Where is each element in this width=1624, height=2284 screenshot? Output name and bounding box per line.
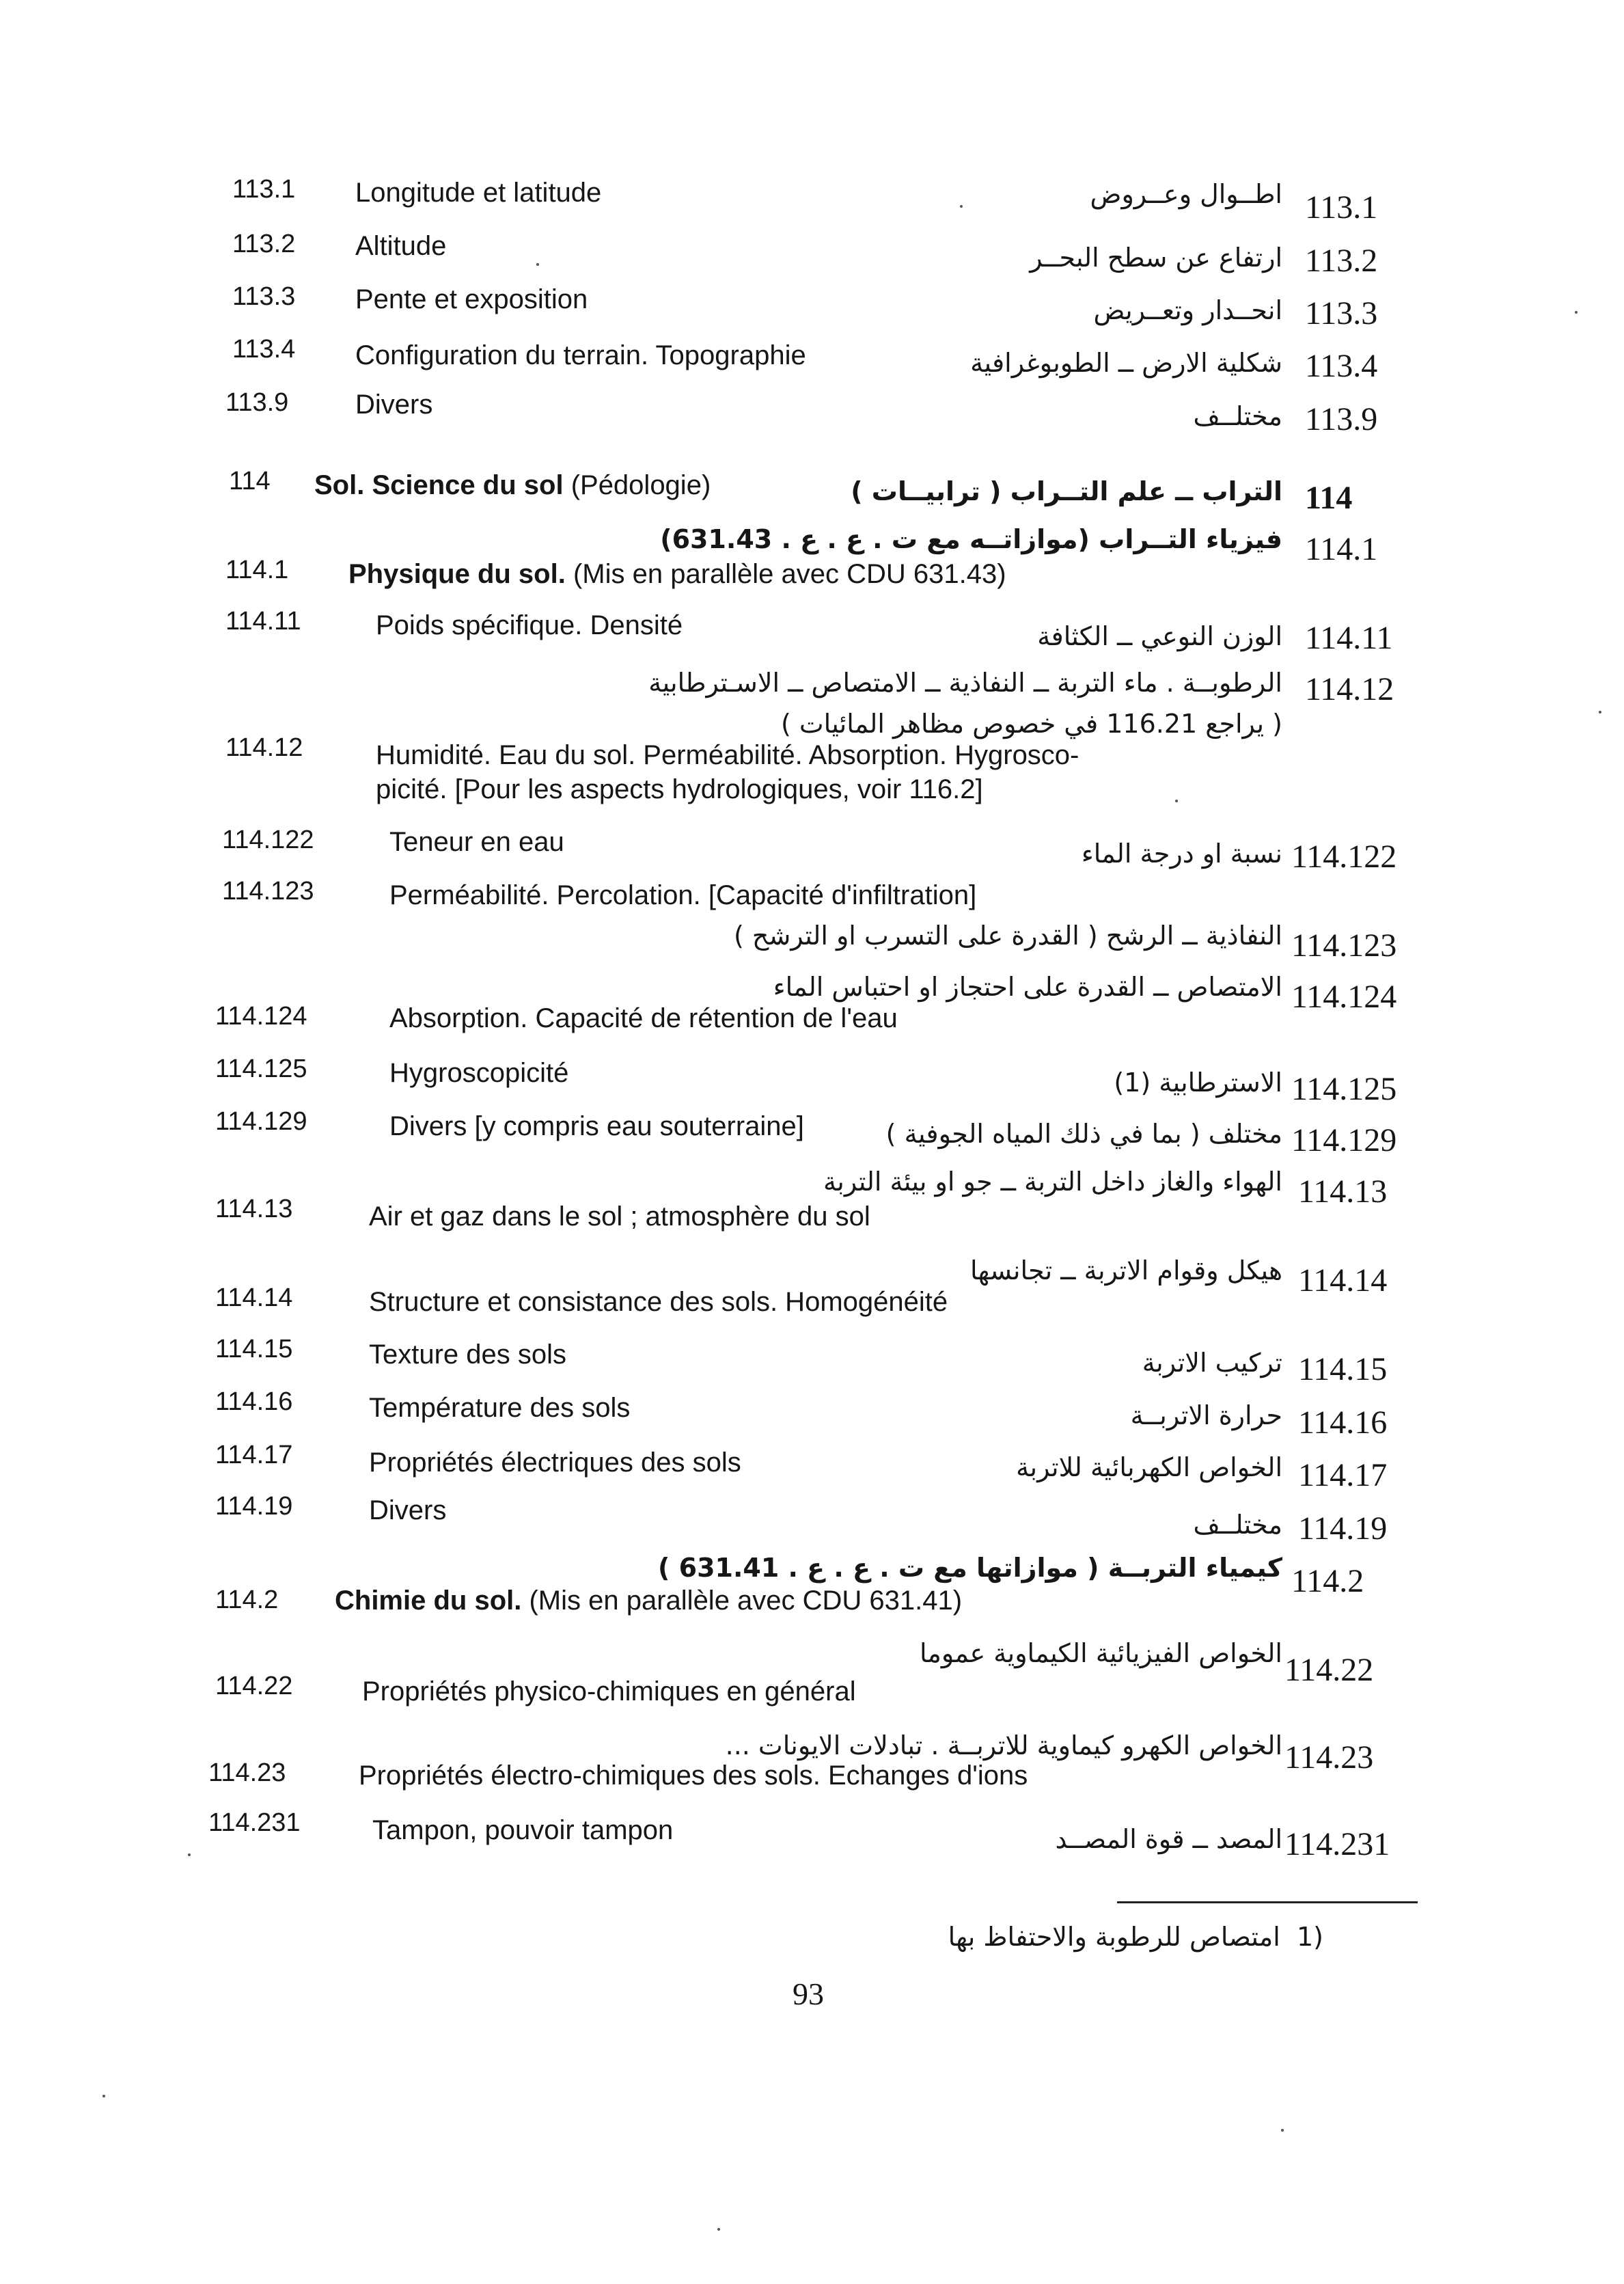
left-code: 114.12 bbox=[225, 733, 303, 762]
right-code: 113.4 bbox=[1305, 348, 1378, 384]
left-code: 113.9 bbox=[225, 388, 289, 417]
right-code: 114.14 bbox=[1298, 1262, 1388, 1299]
arabic-label: اطــوال وعــروض bbox=[1090, 179, 1282, 209]
left-code: 114.19 bbox=[215, 1492, 293, 1521]
right-code: 114.2 bbox=[1291, 1563, 1364, 1599]
right-code: 114.17 bbox=[1298, 1457, 1388, 1493]
left-code: 114.124 bbox=[215, 1002, 307, 1031]
french-label bbox=[348, 560, 1006, 588]
arabic-label: الهواء والغاز داخل التربة ــ جو او بيئة التربة bbox=[823, 1167, 1282, 1197]
arabic-label: هيكل وقوام الاتربة ــ تجانسها bbox=[969, 1255, 1282, 1286]
french-label: Teneur en eau bbox=[389, 827, 564, 857]
right-code: 114.19 bbox=[1298, 1510, 1388, 1547]
scan-speck bbox=[536, 263, 539, 266]
french-label: Poids spécifique. Densité bbox=[376, 610, 683, 640]
french-label: Divers bbox=[355, 390, 433, 420]
left-code: 113.1 bbox=[232, 175, 296, 204]
footnote-number: (1 bbox=[1296, 1922, 1323, 1952]
left-code: 114.122 bbox=[222, 826, 314, 854]
arabic-label: النفاذية ــ الرشح ( القدرة على التسرب او الترشح ) bbox=[734, 921, 1282, 951]
right-code: 114.22 bbox=[1284, 1652, 1374, 1688]
french-label bbox=[314, 472, 711, 499]
arabic-label: التراب ــ علم التــراب ( ترابيــات ) bbox=[851, 476, 1282, 506]
right-code: 114.1 bbox=[1305, 531, 1378, 567]
right-code: 114.124 bbox=[1291, 979, 1397, 1015]
right-code: 114.231 bbox=[1284, 1826, 1390, 1862]
french-label-bold: Sol. Science du sol bbox=[314, 470, 564, 500]
arabic-label: شكلية الارض ــ الطوبوغرافية bbox=[970, 348, 1282, 378]
arabic-label: مختلــف bbox=[1193, 1510, 1282, 1540]
french-label: Propriétés physico-chimiques en général bbox=[362, 1676, 856, 1707]
french-label-line2: picité. [Pour les aspects hydrologiques, voir 116.2] bbox=[376, 774, 983, 804]
arabic-label: فيزياء التــراب (موازاتــه مع ت . ع . ع . 631.43) bbox=[660, 524, 1282, 554]
page-number: 93 bbox=[793, 1976, 824, 2011]
right-code: 114.122 bbox=[1291, 839, 1397, 875]
arabic-label: الخواص الفيزيائية الكيماوية عموما bbox=[919, 1638, 1282, 1668]
french-label: Divers [y compris eau souterraine] bbox=[389, 1111, 804, 1141]
french-label: Air et gaz dans le sol ; atmosphère du sol bbox=[369, 1201, 870, 1232]
left-code: 113.3 bbox=[232, 282, 296, 311]
scan-speck bbox=[717, 2228, 720, 2231]
left-code: 113.4 bbox=[232, 335, 296, 364]
arabic-label: الرطوبــة . ماء التربة ــ النفاذية ــ الامتصاص ــ الاسـترطابية bbox=[648, 668, 1282, 698]
right-code: 113.2 bbox=[1305, 243, 1378, 279]
right-code: 114.11 bbox=[1305, 620, 1393, 656]
left-code: 114 bbox=[229, 467, 271, 495]
scan-speck bbox=[188, 1853, 191, 1856]
french-label-bold: Physique du sol. bbox=[348, 559, 566, 589]
left-code: 114.16 bbox=[215, 1387, 293, 1416]
french-label: Humidité. Eau du sol. Perméabilité. Absorption. Hygrosco- bbox=[376, 740, 1079, 770]
french-label: Configuration du terrain. Topographie bbox=[355, 340, 806, 370]
french-label: Altitude bbox=[355, 231, 447, 261]
scan-speck bbox=[1575, 311, 1578, 314]
left-code: 114.23 bbox=[208, 1758, 286, 1787]
left-code: 114.1 bbox=[225, 556, 289, 584]
left-code: 114.17 bbox=[215, 1441, 293, 1469]
footnote-text: امتصاص للرطوبة والاحتفاظ بها bbox=[948, 1922, 1280, 1952]
arabic-label: الامتصاص ــ القدرة على احتجاز او احتباس الماء bbox=[773, 972, 1282, 1002]
french-label: Propriétés électriques des sols bbox=[369, 1447, 741, 1478]
footnote bbox=[948, 1924, 1323, 1950]
french-label-rest: (Mis en parallèle avec CDU 631.43) bbox=[573, 559, 1006, 589]
arabic-label: مختلف ( بما في ذلك المياه الجوفية ) bbox=[885, 1119, 1282, 1149]
right-code: 113.3 bbox=[1305, 295, 1378, 331]
arabic-label: مختلــف bbox=[1193, 401, 1282, 431]
left-code: 114.123 bbox=[222, 877, 314, 906]
right-code: 114 bbox=[1305, 480, 1353, 516]
arabic-label: تركيب الاتربة bbox=[1142, 1348, 1282, 1378]
left-code: 114.14 bbox=[215, 1283, 293, 1312]
french-label: Hygroscopicité bbox=[389, 1058, 569, 1088]
arabic-label: الاسترطابية (1) bbox=[1114, 1068, 1282, 1098]
right-code: 114.125 bbox=[1291, 1071, 1397, 1107]
french-label: Propriétés électro-chimiques des sols. Echanges d'ions bbox=[359, 1760, 1028, 1791]
scan-speck bbox=[1281, 2129, 1284, 2132]
french-label: Perméabilité. Percolation. [Capacité d'infiltration] bbox=[389, 880, 977, 910]
left-code: 114.125 bbox=[215, 1055, 307, 1083]
french-label: Tampon, pouvoir tampon bbox=[372, 1815, 674, 1845]
left-code: 114.22 bbox=[215, 1672, 293, 1700]
scan-speck bbox=[102, 2095, 105, 2097]
right-code: 113.9 bbox=[1305, 401, 1378, 437]
arabic-label: الوزن النوعي ــ الكثافة bbox=[1037, 621, 1282, 651]
french-label: Structure et consistance des sols. Homogénéité bbox=[369, 1287, 948, 1317]
right-code: 114.123 bbox=[1291, 927, 1397, 964]
left-code: 114.2 bbox=[215, 1586, 279, 1614]
french-label: Température des sols bbox=[369, 1393, 631, 1423]
arabic-label: الخواص الكهربائية للاتربة bbox=[1016, 1452, 1282, 1482]
scan-speck bbox=[1175, 800, 1178, 802]
arabic-label: ارتفاع عن سطح البحــر bbox=[1030, 243, 1282, 273]
arabic-label: نسبة او درجة الماء bbox=[1081, 839, 1282, 869]
arabic-label-line2: ( يراجع 116.21 في خصوص مظاهر المائيات ) bbox=[780, 709, 1282, 739]
french-label-rest: (Pédologie) bbox=[570, 470, 711, 500]
scan-speck bbox=[960, 205, 963, 208]
right-code: 114.13 bbox=[1298, 1173, 1388, 1210]
french-label bbox=[335, 1587, 962, 1614]
arabic-label: كيمياء التربــة ( موازاتها مع ت . ع . ع . 631.41 ) bbox=[658, 1553, 1282, 1583]
french-label: Longitude et latitude bbox=[355, 178, 602, 208]
footnote-rule bbox=[1117, 1901, 1418, 1903]
left-code: 113.2 bbox=[232, 230, 296, 258]
french-label: Divers bbox=[369, 1495, 447, 1525]
arabic-label: انحــدار وتعــريض bbox=[1093, 295, 1282, 325]
arabic-label: الخواص الكهرو كيماوية للاتربــة . تبادلات الايونات ... bbox=[725, 1730, 1282, 1760]
french-label: Pente et exposition bbox=[355, 284, 588, 314]
left-code: 114.231 bbox=[208, 1808, 301, 1837]
right-code: 114.23 bbox=[1284, 1739, 1374, 1776]
arabic-label: المصد ــ قوة المصــد bbox=[1055, 1824, 1282, 1854]
french-label: Absorption. Capacité de rétention de l'eau bbox=[389, 1003, 898, 1033]
french-label-rest: (Mis en parallèle avec CDU 631.41) bbox=[529, 1586, 963, 1616]
left-code: 114.129 bbox=[215, 1107, 307, 1136]
left-code: 114.15 bbox=[215, 1335, 293, 1363]
left-code: 114.11 bbox=[225, 607, 301, 636]
right-code: 114.16 bbox=[1298, 1404, 1388, 1441]
right-code: 114.12 bbox=[1305, 671, 1394, 707]
right-code: 113.1 bbox=[1305, 189, 1378, 226]
right-code: 114.15 bbox=[1298, 1351, 1388, 1387]
scan-speck bbox=[1599, 711, 1601, 713]
right-code: 114.129 bbox=[1291, 1122, 1397, 1158]
arabic-label: حرارة الاتربــة bbox=[1130, 1400, 1282, 1430]
left-code: 114.13 bbox=[215, 1195, 293, 1223]
french-label: Texture des sols bbox=[369, 1340, 567, 1370]
french-label-bold: Chimie du sol. bbox=[335, 1586, 522, 1616]
